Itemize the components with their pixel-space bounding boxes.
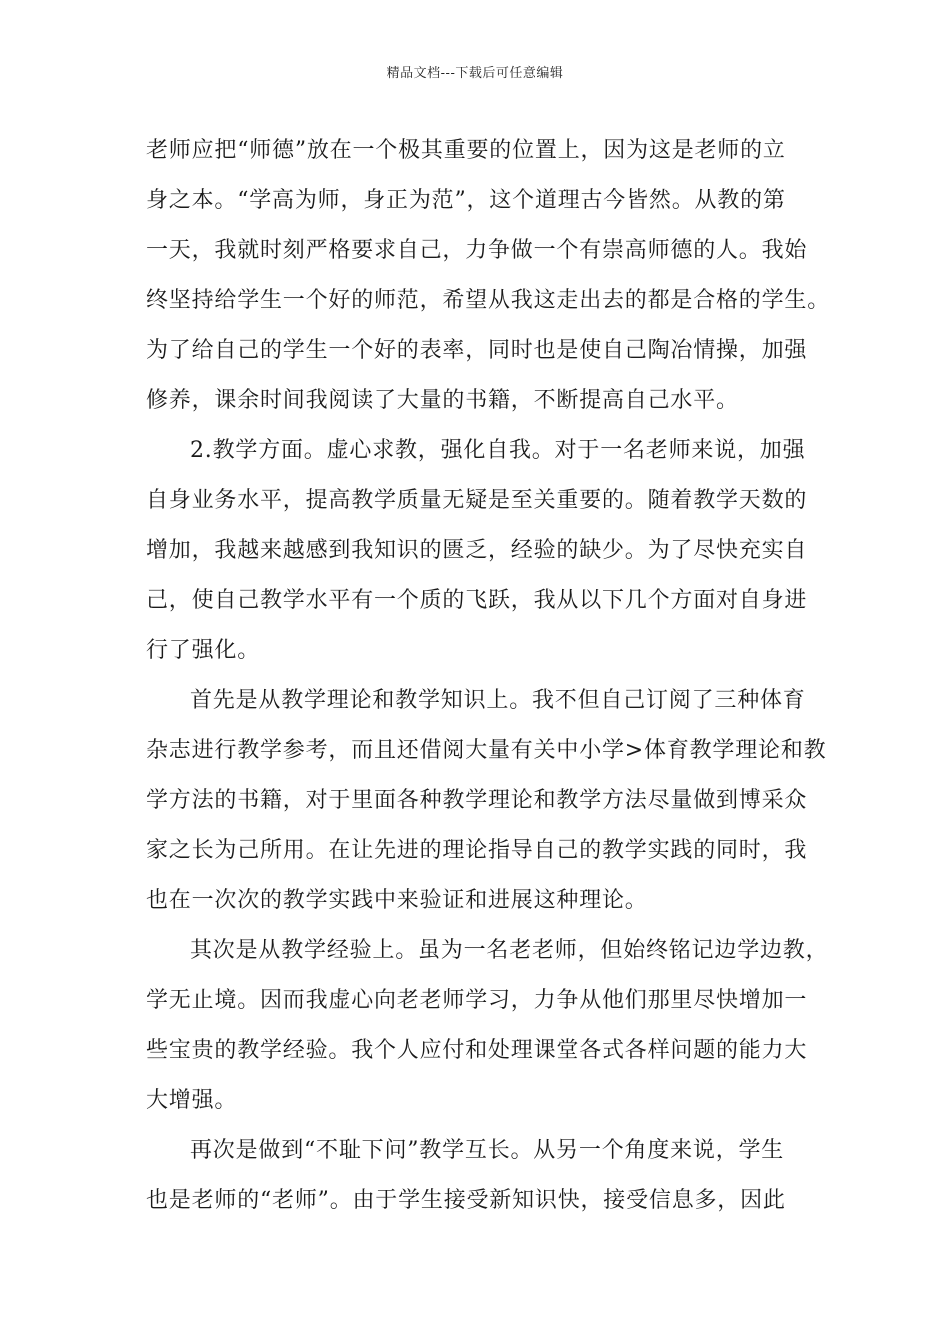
text-line: 为了给自己的学生一个好的表率，同时也是使自己陶冶情操，加强 bbox=[146, 338, 808, 363]
text-line: 2.教学方面。虚心求教，强化自我。对于一名老师来说，加强 bbox=[190, 438, 806, 463]
text-line: 大增强。 bbox=[146, 1088, 238, 1113]
text-line: 其次是从教学经验上。虽为一名老老师，但始终铭记边学边教， bbox=[190, 938, 829, 963]
paragraph bbox=[146, 676, 827, 926]
text-line: 些宝贵的教学经验。我个人应付和处理课堂各式各样问题的能力大 bbox=[146, 1038, 808, 1063]
page-header: 精品文档---下载后可任意编辑 bbox=[386, 66, 564, 81]
text-line: 己，使自己教学水平有一个质的飞跃，我从以下几个方面对自身进 bbox=[146, 588, 808, 613]
text-line: 身之本。“学高为师，身正为范”，这个道理古今皆然。从教的第 bbox=[146, 188, 786, 213]
text-line: 家之长为己所用。在让先进的理论指导自己的教学实践的同时，我 bbox=[146, 838, 808, 863]
text-line: 学无止境。因而我虚心向老老师学习，力争从他们那里尽快增加一 bbox=[146, 988, 808, 1013]
text-line: 修养，课余时间我阅读了大量的书籍，不断提高自己水平。 bbox=[146, 388, 739, 413]
text-line: 杂志进行教学参考，而且还借阅大量有关中小学>体育教学理论和教 bbox=[146, 738, 827, 763]
paragraph bbox=[146, 126, 831, 426]
text-line: 自身业务水平，提高教学质量无疑是至关重要的。随着教学天数的 bbox=[146, 488, 808, 513]
text-line: 再次是做到“不耻下问”教学互长。从另一个角度来说，学生 bbox=[190, 1138, 785, 1163]
text-line: 学方法的书籍，对于里面各种教学理论和教学方法尽量做到博采众 bbox=[146, 788, 808, 813]
text-line: 老师应把“师德”放在一个极其重要的位置上，因为这是老师的立 bbox=[146, 138, 786, 163]
text-line: 也是老师的“老师”。由于学生接受新知识快，接受信息多，因此 bbox=[146, 1188, 786, 1213]
text-line: 也在一次次的教学实践中来验证和进展这种理论。 bbox=[146, 888, 648, 913]
text-line: 一天，我就时刻严格要求自己，力争做一个有崇高师德的人。我始 bbox=[146, 238, 808, 263]
text-line: 行了强化。 bbox=[146, 638, 261, 663]
paragraph bbox=[146, 426, 806, 676]
text-line: 首先是从教学理论和教学知识上。我不但自己订阅了三种体育 bbox=[190, 688, 806, 713]
paragraph bbox=[146, 926, 829, 1126]
text-line: 增加，我越来越感到我知识的匮乏，经验的缺少。为了尽快充实自 bbox=[146, 538, 808, 563]
text-line: 终坚持给学生一个好的师范，希望从我这走出去的都是合格的学生。 bbox=[146, 288, 831, 313]
document-body bbox=[146, 126, 831, 1226]
paragraph bbox=[146, 1126, 806, 1226]
